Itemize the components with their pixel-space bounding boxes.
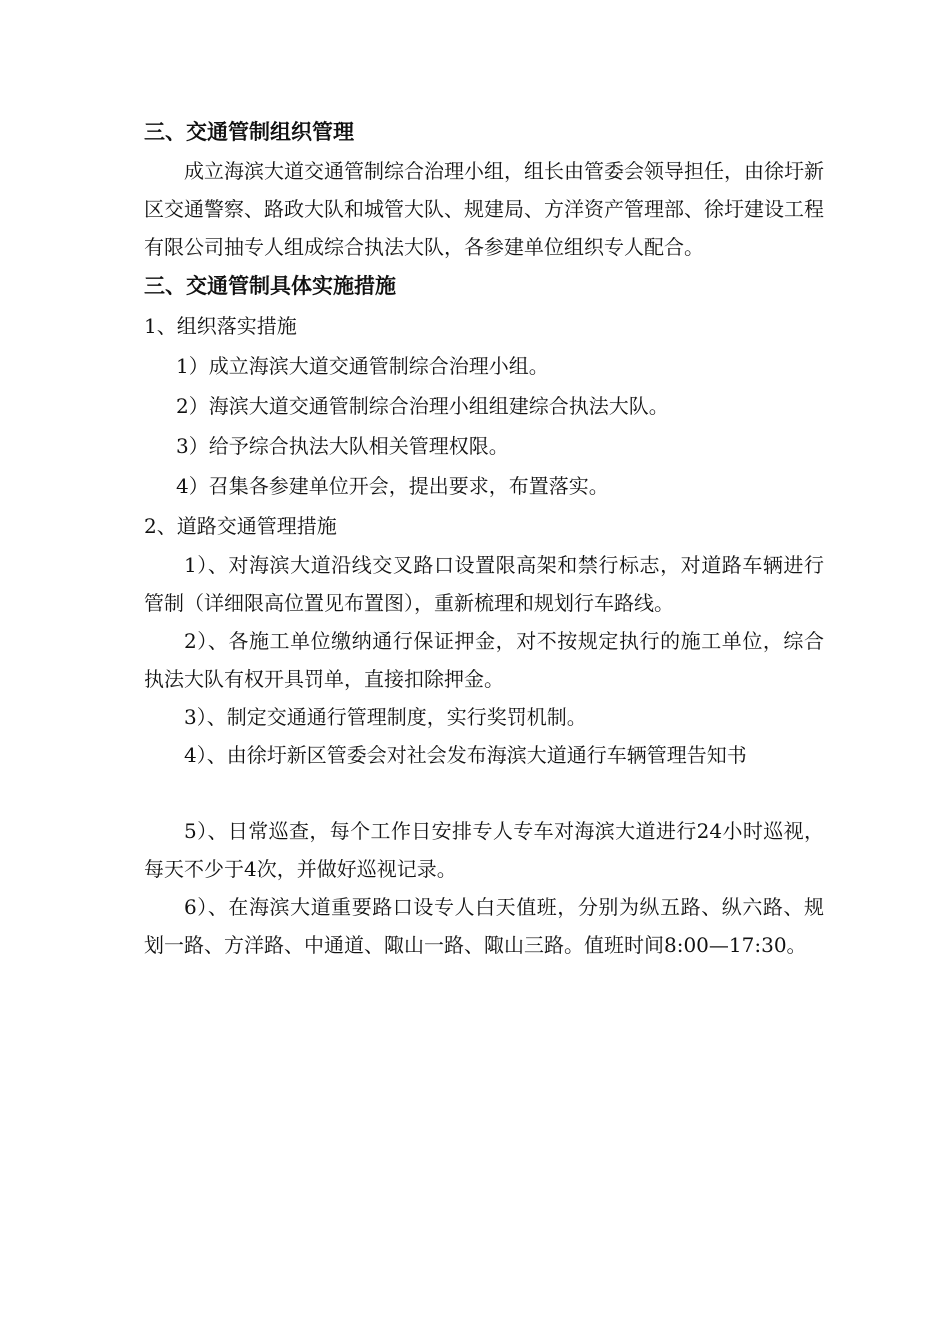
section-heading-org: 三、交通管制组织管理	[144, 120, 354, 144]
org-measure-item: 3）给予综合执法大队相关管理权限。	[176, 434, 509, 458]
road-measure-item: 6）、在海滨大道重要路口设专人白天值班，分别为纵五路、纵六路、规划一路、方洋路、中通道、陬山一路、陬山三路。值班时间8:00—17:30。	[144, 895, 824, 957]
org-measure-item: 2）海滨大道交通管制综合治理小组组建综合执法大队。	[176, 394, 669, 418]
org-paragraph: 成立海滨大道交通管制综合治理小组，组长由管委会领导担任，由徐圩新区交通警察、路政大队和城管大队、规建局、方洋资产管理部、徐圩建设工程有限公司抽专人组成综合执法大队，各参建单位组织专人配合。	[144, 159, 824, 259]
blank-line	[144, 774, 824, 812]
road-measure-item: 3）、制定交通通行管理制度，实行奖罚机制。	[184, 705, 587, 729]
road-measures-title: 2、道路交通管理措施	[144, 514, 337, 538]
road-measure-item: 5）、日常巡查，每个工作日安排专人专车对海滨大道进行24小时巡视，每天不少于4次，并做好巡视记录。	[144, 819, 824, 881]
document-body	[144, 112, 824, 964]
road-measure-item: 2）、各施工单位缴纳通行保证押金，对不按规定执行的施工单位，综合执法大队有权开具罚单，直接扣除押金。	[144, 629, 824, 691]
org-measure-item: 1）成立海滨大道交通管制综合治理小组。	[176, 354, 549, 378]
road-measure-item: 4）、由徐圩新区管委会对社会发布海滨大道通行车辆管理告知书	[184, 743, 747, 767]
road-measure-item: 1）、对海滨大道沿线交叉路口设置限高架和禁行标志，对道路车辆进行管制（详细限高位置见布置图），重新梳理和规划行车路线。	[144, 553, 824, 615]
org-measures-title: 1、组织落实措施	[144, 314, 297, 338]
section-heading-measures: 三、交通管制具体实施措施	[144, 274, 396, 298]
org-measure-item: 4）召集各参建单位开会，提出要求，布置落实。	[176, 474, 609, 498]
